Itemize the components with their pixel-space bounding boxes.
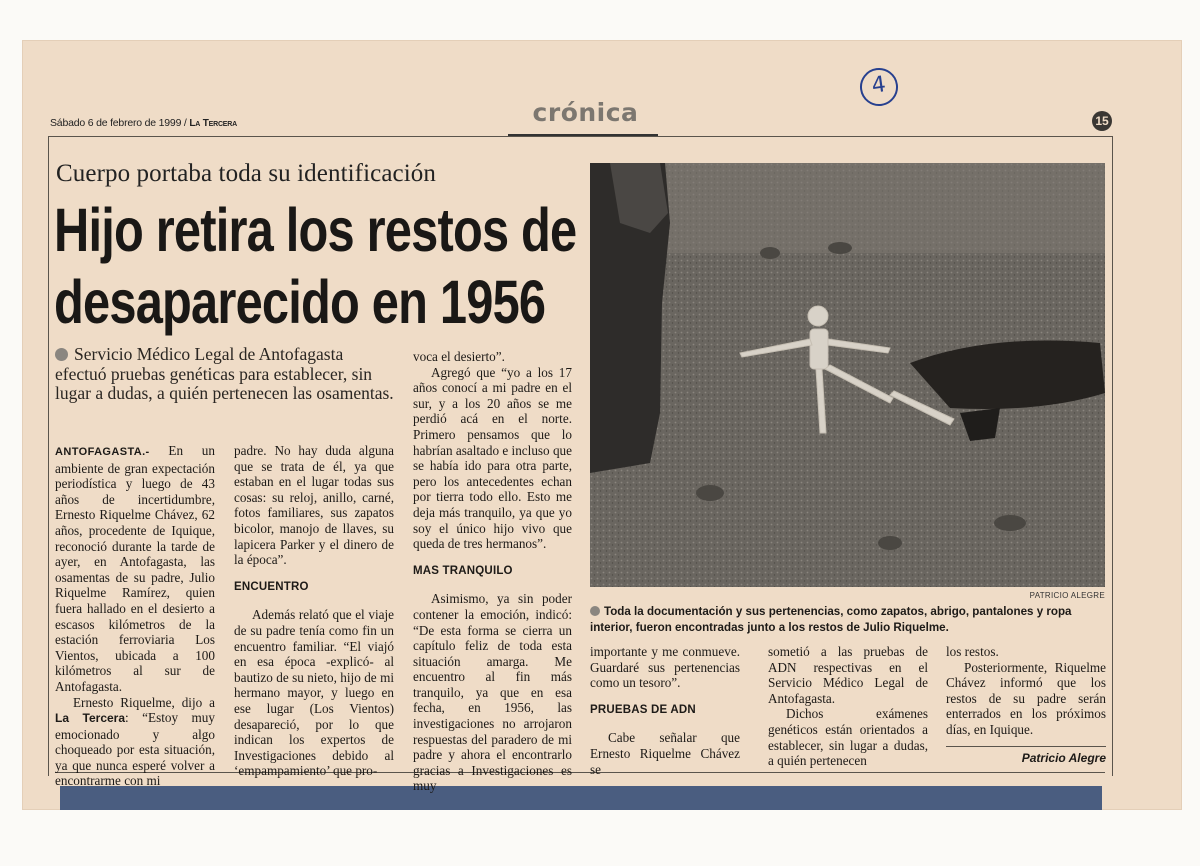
frame-rule-left — [48, 136, 49, 776]
column-1-paragraph-1 — [55, 443, 215, 695]
column-1-paragraph-2-rest: : “Estoy muy emocionado y algo choqueado por esta situación, ya que nunca esperé volver a encontrarme con mi — [55, 710, 215, 789]
article-headline — [54, 194, 577, 338]
deck-text: Servicio Médico Legal de Antofagasta efectuó pruebas genéticas para establecer, sin lugar a dudas, a quién pertenecen las osamentas. — [55, 344, 394, 403]
frame-rule-top — [48, 136, 1113, 137]
column-5-paragraph-1: sometió a las pruebas de ADN respectivas en el Servicio Médico Legal de Antofagasta. — [768, 644, 928, 706]
article-column-1 — [55, 443, 215, 789]
column-3-paragraph-3: Asimismo, ya sin poder contener la emoción, indicó: “De esta forma se cierra un capítulo feliz de toda esta situación amarga. Me encuentro al fin más tranquilo, ya que en esa fecha, en 1956, las investigaciones no arrojaron respuestas del paradero de mi padre y ahora el encontrarlo gracias a Investigaciones es muy — [413, 591, 572, 794]
column-5-paragraph-2: Dichos exámenes genéticos están orientados a establecer, sin lugar a dudas, a quién pertenecen — [768, 706, 928, 769]
photo-credit: PATRICIO ALEGRE — [1029, 591, 1105, 600]
subhead-mas-tranquilo: MAS TRANQUILO — [413, 564, 513, 577]
article-photo — [590, 163, 1105, 587]
rock — [696, 485, 724, 501]
subhead-pruebas-de-adn: PRUEBAS DE ADN — [590, 703, 696, 716]
column-2-paragraph-2: Además relató que el viaje de su padre tenía como fin un encuentro familiar. “El viajó en esa época -explicó- al bautizo de su nieto, hijo de mi hermano mayor, y luego en ese lugar (Los Vientos) desapareció, por lo que indican los expertos de Investigaciones debido al ‘empampamiento’ que pro- — [234, 607, 394, 779]
deck-bullet-icon — [55, 348, 68, 361]
article-column-3 — [413, 349, 572, 794]
paper-name-inline: La Tercera — [55, 711, 126, 726]
article-column-5 — [768, 644, 928, 769]
column-4-paragraph-1: importante y me conmueve. Guardaré sus pertenencias como un tesoro”. — [590, 644, 740, 691]
article-column-4 — [590, 644, 740, 777]
article-kicker: Cuerpo portaba toda su identificación — [56, 160, 436, 187]
column-3-paragraph-2: Agregó que “yo a los 17 años conocí a mi padre en el sur, y a los 20 años se me perdió acá en el norte. Primero pensamos que lo habrían asaltado e incluso que se había ido para otra parte, pero los antecedentes echan por tierra todo ello. Esto me deja más tranquilo, ya que yo soy el único hijo vivo que queda de tres hermanos”. — [413, 364, 572, 552]
caption-bullet-icon — [590, 606, 600, 616]
rock — [828, 242, 852, 254]
rock — [994, 515, 1026, 531]
column-6-paragraph-1: los restos. — [946, 644, 999, 659]
dateline: ANTOFAGASTA.- — [55, 446, 150, 458]
column-3-paragraph-1: voca el desierto”. — [413, 349, 505, 364]
section-title: crónica — [532, 98, 639, 127]
headline-line-2: desaparecido en 1956 — [54, 268, 546, 336]
rock — [760, 247, 780, 259]
photo-caption-text: Toda la documentación y sus pertenencias, como zapatos, abrigo, pantalones y ropa interior, fueron encontradas junto a los restos de Julio Riquelme. — [590, 605, 1072, 634]
page-number-badge: 15 — [1092, 111, 1112, 131]
masthead-date — [50, 117, 237, 129]
article-column-6 — [946, 644, 1106, 766]
handwritten-mark: 4 — [858, 66, 901, 109]
subhead-encuentro: ENCUENTRO — [234, 580, 309, 593]
rib-cage — [810, 329, 828, 369]
column-2-paragraph-1: padre. No hay duda alguna que se trata de él, ya que estaban en el lugar todas sus cosas: su reloj, anillo, carné, fotos familiares, sus zapatos bicolor, manojo de llaves, su lapicera Parker y el dinero de la época”. — [234, 443, 394, 568]
article-byline: Patricio Alegre — [946, 746, 1106, 767]
masthead-date-text: Sábado 6 de febrero de 1999 / — [50, 117, 190, 129]
column-6-paragraph-2: Posteriormente, Riquelme Chávez informó que los restos de su padre serán enterrados en los próximos días, en Iquique. — [946, 659, 1106, 737]
headline-line-1: Hijo retira los restos de — [54, 196, 577, 264]
photo-caption — [590, 604, 1110, 636]
masthead-paper-name: La Tercera — [189, 118, 237, 129]
column-1-paragraph-1-text: En un ambiente de gran expectación periodística y luego de 43 años de incertidumbre, Ernesto Riquelme Chávez, 62 años, procedente de Iquique, reconoció durante la tarde de ayer, en Antofagasta, las osamentas de su padre, Julio Riquelme Ramírez, quien fuera hallado en el desierto a escasos kilómetros de la estación ferroviaria Los Vientos, ubicada a 100 kilómetros al sur de Antofagasta. — [55, 443, 215, 694]
column-1-paragraph-2 — [55, 695, 215, 790]
article-deck — [55, 345, 395, 404]
skull — [808, 306, 828, 326]
frame-rule-right — [1112, 136, 1113, 776]
rock — [878, 536, 902, 550]
article-column-2 — [234, 443, 394, 779]
column-1-paragraph-2-start: Ernesto Riquelme, dijo a — [73, 694, 215, 710]
column-4-paragraph-2: Cabe señalar que Ernesto Riquelme Chávez se — [590, 730, 740, 777]
desert-remains-photo — [590, 163, 1105, 587]
next-article-band — [60, 786, 1102, 810]
